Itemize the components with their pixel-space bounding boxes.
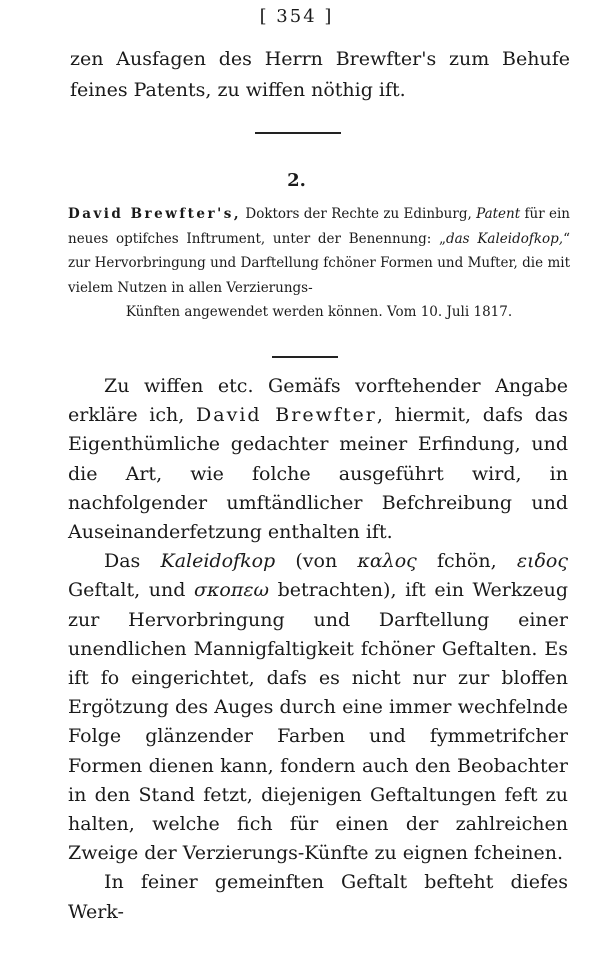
paragraph-1-text-a: Zu wiffen etc. Gemäfs vorftehender Angabe erkläre ich, (68, 375, 568, 427)
carryover-paragraph: zen Ausfagen des Herrn Brewfter's zum Behufe feines Patents, zu wiffen nöthig ift. (70, 48, 570, 101)
patent-header-text-1: Doktors der Rechte zu Edinburg, (241, 206, 477, 222)
paragraph-2-text-d: Geftalt, und (68, 579, 194, 602)
paragraph-2-text-c: fchön, (416, 550, 517, 573)
paragraph-2-text-e: betrachten), ift ein Werkzeug zur Hervorbringung und Darftellung einer unendlichen Mannigfaltigkeit fchöner Geftalten. Es ift fo eingerichtet, dafs es nicht nur zur bloffen Ergötzung des Auges durch eine immer wechfelnde Folge glänzender Farben und fymmetrifcher Formen dienen kann, fondern auch den Beobachter in den Stand fetzt, diejenigen Geftaltungen feft zu halten, welche fich für einen der zahlreichen Zweige der Verzierungs-Künfte zu eignen fcheinen. (68, 579, 568, 865)
patent-header-text-2: für ein neues optifches Inftrument, unter der Benennung: „ (68, 206, 570, 247)
paragraph-2 (68, 547, 568, 868)
section-divider-bottom (272, 356, 338, 358)
page-number: [ 354 ] (259, 6, 334, 27)
patent-word: Patent (476, 206, 521, 222)
patent-header-last-line: Künften angewendet werden können. Vom 10. Juli 1817. (125, 304, 513, 320)
instrument-name: das Kaleidofkop, (445, 230, 564, 247)
patent-holder-name: David Brewfter's, (68, 206, 242, 222)
greek-word-eidos: ειδος (516, 550, 568, 573)
patent-header (68, 202, 570, 325)
greek-word-kalos: καλος (357, 550, 417, 573)
paragraph-3: In feiner gemeinften Geftalt befteht diefes Werk- (68, 871, 568, 923)
inventor-name: David Brewfter (196, 404, 377, 427)
patent-header-text-3: “ zur Hervorbringung und Darftellung fchöner Formen und Mufter, die mit vielem Nutzen in allen Verzierungs- (68, 230, 570, 296)
body-text (68, 372, 568, 927)
greek-word-skopeo: σκοπεω (193, 579, 270, 602)
paragraph-2-text-a: Das (104, 550, 161, 573)
paragraph-2-text-b: (von (275, 550, 358, 573)
paragraph-1-text-b: , hiermit, dafs das Eigenthümliche gedachter meiner Erfindung, und die Art, wie folche ausgeführt wird, in nachfolgender umftändlicher Befchreibung und Auseinanderfetzung enthalten ift. (68, 404, 568, 544)
section-divider-top (255, 132, 341, 134)
section-number: 2. (287, 170, 306, 191)
kaleidoscope-term: Kaleidofkop (160, 550, 276, 573)
paragraph-1 (68, 372, 568, 547)
